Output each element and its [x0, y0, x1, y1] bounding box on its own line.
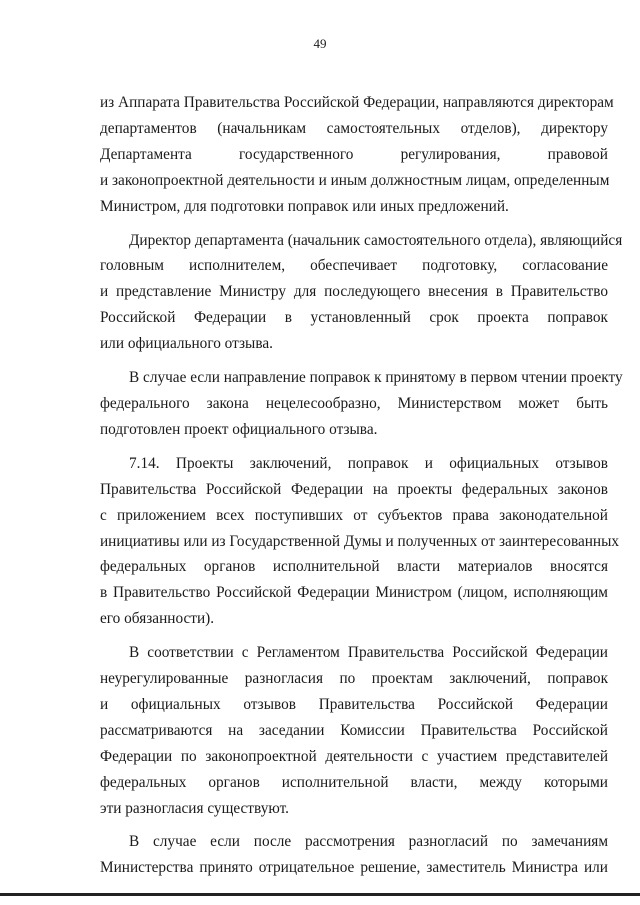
paragraph-1 [100, 90, 614, 220]
text-line: инициативы или из Государственной Думы и полученных от заинтересованных [100, 532, 620, 550]
text-line: федерального закона нецелесообразно, Министерством может быть [100, 394, 608, 412]
paragraph-2 [100, 228, 623, 358]
paragraph-5 [100, 640, 608, 821]
text-line: департаментов (начальникам самостоятельных отделов), директору [100, 119, 608, 137]
paragraph-3 [100, 365, 623, 443]
text-line: эти разногласия существуют. [100, 799, 289, 817]
text-line: Директор департамента (начальник самостоятельного отдела), являющийся [129, 231, 623, 249]
text-line: с приложением всех поступивших от субъектов права законодательной [100, 506, 608, 524]
text-line: В случае если после рассмотрения разногласий по замечаниям [129, 833, 608, 851]
text-line: Министерства принято отрицательное решение, заместитель Министра или [100, 859, 608, 877]
body-text [100, 90, 623, 881]
text-line: Министром, для подготовки поправок или иных предложений. [100, 197, 509, 215]
text-line: неурегулированные разногласия по проектам заключений, поправок [100, 670, 608, 688]
text-line: головным исполнителем, обеспечивает подготовку, согласование [100, 257, 608, 275]
text-line: и законопроектной деятельности и иным должностным лицам, определенным [100, 171, 610, 189]
text-line: федеральных органов исполнительной власти материалов вносятся [100, 558, 608, 576]
page-number: 49 [313, 36, 327, 51]
text-line: и официальных отзывов Правительства Российской Федерации [100, 695, 608, 713]
text-line: и представление Министру для последующего внесения в Правительство [100, 283, 608, 301]
text-line: федеральных органов исполнительной власти, между которыми [100, 773, 608, 791]
text-line: В соответствии с Регламентом Правительства Российской Федерации [129, 644, 608, 662]
text-line: Федерации по законопроектной деятельности с участием представителей [100, 747, 608, 765]
text-line: Департамента государственного регулирования, правовой [100, 145, 608, 163]
text-line: подготовлен проект официального отзыва. [100, 420, 378, 438]
text-line: рассматриваются на заседании Комиссии Правительства Российской [100, 721, 608, 739]
paragraph-4 [100, 451, 620, 632]
text-line: 7.14. Проекты заключений, поправок и официальных отзывов [129, 454, 608, 472]
scan-border-line [0, 893, 640, 896]
text-line: его обязанности). [100, 610, 215, 628]
paragraph-6 [100, 829, 608, 881]
text-line: Российской Федерации в установленный срок проекта поправок [100, 309, 608, 327]
text-line: В случае если направление поправок к принятому в первом чтении проекту [129, 369, 623, 387]
text-line: из Аппарата Правительства Российской Федерации, направляются директорам [100, 94, 614, 111]
text-line: в Правительство Российской Федерации Министром (лицом, исполняющим [100, 584, 608, 602]
text-line: или официального отзыва. [100, 335, 273, 353]
text-line: Правительства Российской Федерации на проекты федеральных законов [100, 480, 608, 498]
